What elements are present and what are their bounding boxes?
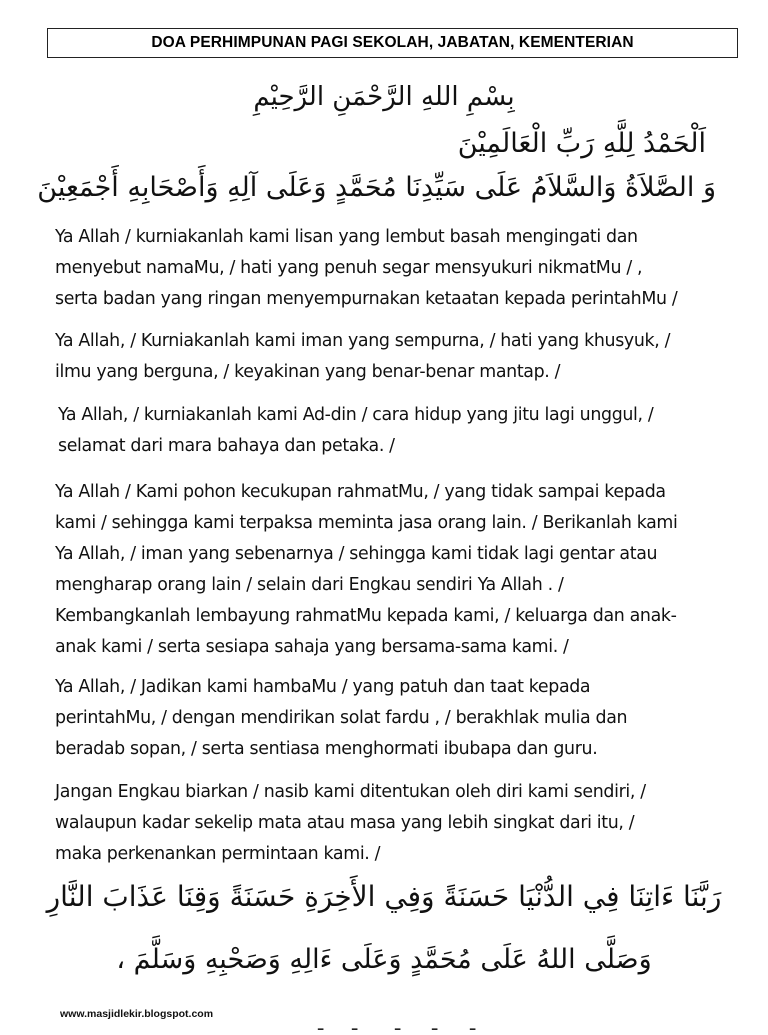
prayer-paragraph-6 (55, 777, 745, 870)
paragraph-line: perintahMu, / dengan mendirikan solat fardu , / berakhlak mulia dan (55, 708, 628, 728)
paragraph-line: walaupun kadar sekelip mata atau masa yang lebih singkat dari itu, / (55, 813, 635, 833)
paragraph-line: kami / sehingga kami terpaksa meminta jasa orang lain. / Berikanlah kami (55, 513, 678, 533)
paragraph-line: Ya Allah, / kurniakanlah kami Ad-din / cara hidup yang jitu lagi unggul, / (58, 405, 654, 425)
paragraph-line: Ya Allah, / Jadikan kami hambaMu / yang patuh dan taat kepada (55, 677, 591, 697)
paragraph-line: Ya Allah, / Kurniakanlah kami iman yang sempurna, / hati yang khusyuk, / (55, 331, 671, 351)
arabic-basmalah: بِسْمِ اللهِ الرَّحْمَنِ الرَّحِيْمِ (253, 82, 515, 112)
title-box (47, 28, 738, 58)
paragraph-line: Kembangkanlah lembayung rahmatMu kepada kami, / keluarga dan anak- (55, 606, 677, 626)
cutoff-glyph-mark: ـ (318, 1014, 324, 1035)
paragraph-line: menyebut namaMu, / hati yang penuh segar mensyukuri nikmatMu / , (55, 258, 643, 278)
cutoff-glyph-mark: ـ (470, 1014, 476, 1035)
paragraph-line: serta badan yang ringan menyempurnakan ketaatan kepada perintahMu / (55, 289, 678, 309)
paragraph-line: maka perkenankan permintaan kami. / (55, 844, 381, 864)
prayer-paragraph-4 (55, 477, 745, 663)
paragraph-line: Ya Allah / Kami pohon kecukupan rahmatMu, / yang tidak sampai kepada (55, 482, 666, 502)
paragraph-line: Jangan Engkau biarkan / nasib kami ditentukan oleh diri kami sendiri, / (55, 782, 646, 802)
cutoff-glyph-mark: ـ (395, 1014, 401, 1035)
arabic-hamd: اَلْحَمْدُ لِلَّهِ رَبِّ الْعَالَمِيْنَ (457, 128, 706, 159)
prayer-paragraph-3 (58, 400, 748, 462)
paragraph-line: Ya Allah, / iman yang sebenarnya / sehingga kami tidak lagi gentar atau (55, 544, 658, 564)
arabic-closing-rabbana: رَبَّنَا ءَاتِنَا فِي الدُّنْيَا حَسَنَةً وَفِي الأَخِرَةِ حَسَنَةً وَقِنَا عَذَابَ النَّارِ (46, 880, 722, 913)
prayer-paragraph-2 (55, 326, 745, 388)
footer-url[interactable]: www.masjidlekir.blogspot.com (60, 1008, 214, 1020)
prayer-paragraph-5 (55, 672, 745, 765)
cutoff-glyph-mark: ـ (432, 1014, 438, 1035)
paragraph-line: selamat dari mara bahaya dan petaka. / (58, 436, 395, 456)
paragraph-line: ilmu yang berguna, / keyakinan yang benar-benar mantap. / (55, 362, 561, 382)
cutoff-glyph-mark: ـ (352, 1014, 358, 1035)
arabic-closing-salawat: وَصَلَّى اللهُ عَلَى مُحَمَّدٍ وَعَلَى ءَالِهِ وَصَحْبِهِ وَسَلَّمَ ، (116, 944, 652, 975)
document-title: DOA PERHIMPUNAN PAGI SEKOLAH, JABATAN, KEMENTERIAN (151, 34, 634, 51)
arabic-salawat: وَ الصَّلاَةُ وَالسَّلاَمُ عَلَى سَيِّدِنَا مُحَمَّدٍ وَعَلَى آلِهِ وَأَصْحَابِهِ أَجْمَعِيْنَ (37, 172, 716, 203)
prayer-paragraph-1 (55, 222, 745, 315)
paragraph-line: mengharap orang lain / selain dari Engkau sendiri Ya Allah . / (55, 575, 564, 595)
paragraph-line: Ya Allah / kurniakanlah kami lisan yang lembut basah mengingati dan (55, 227, 638, 247)
paragraph-line: beradab sopan, / serta sentiasa menghormati ibubapa dan guru. (55, 739, 598, 759)
paragraph-line: anak kami / serta sesiapa sahaja yang bersama-sama kami. / (55, 637, 569, 657)
